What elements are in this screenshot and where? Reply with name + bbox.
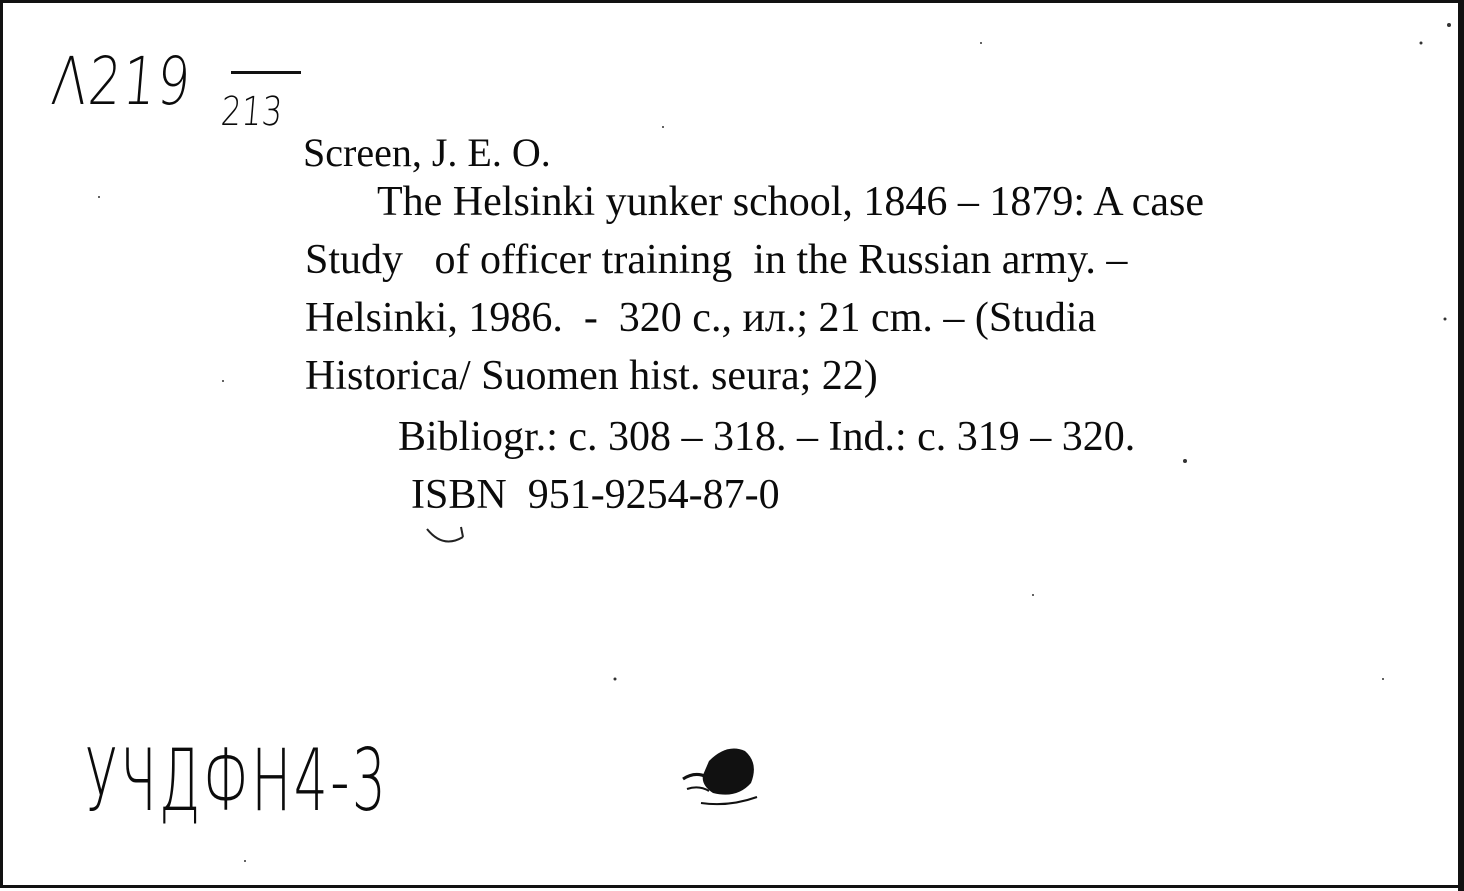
- shelfmark: Λ219: [48, 43, 195, 120]
- bibliography-note: Bibliogr.: c. 308 – 318. – Ind.: c. 319 – 320.: [398, 414, 1136, 460]
- isbn: ISBN 951-9254-87-0: [411, 472, 780, 518]
- scan-speckles: [3, 3, 1464, 891]
- title-line: Historica/ Suomen hist. seura; 22): [305, 353, 878, 399]
- shelfmark-sub: 213: [219, 89, 285, 135]
- title-line: Helsinki, 1986. - 320 c., ил.; 21 cm. – (Studia: [305, 295, 1097, 341]
- author: Screen, J. E. O.: [303, 130, 551, 175]
- title-line: The Helsinki yunker school, 1846 – 1879: A case: [377, 179, 1205, 225]
- catalog-code: УЧДФН4-3: [85, 731, 389, 831]
- title-line: Study of officer training in the Russian army. –: [305, 237, 1128, 283]
